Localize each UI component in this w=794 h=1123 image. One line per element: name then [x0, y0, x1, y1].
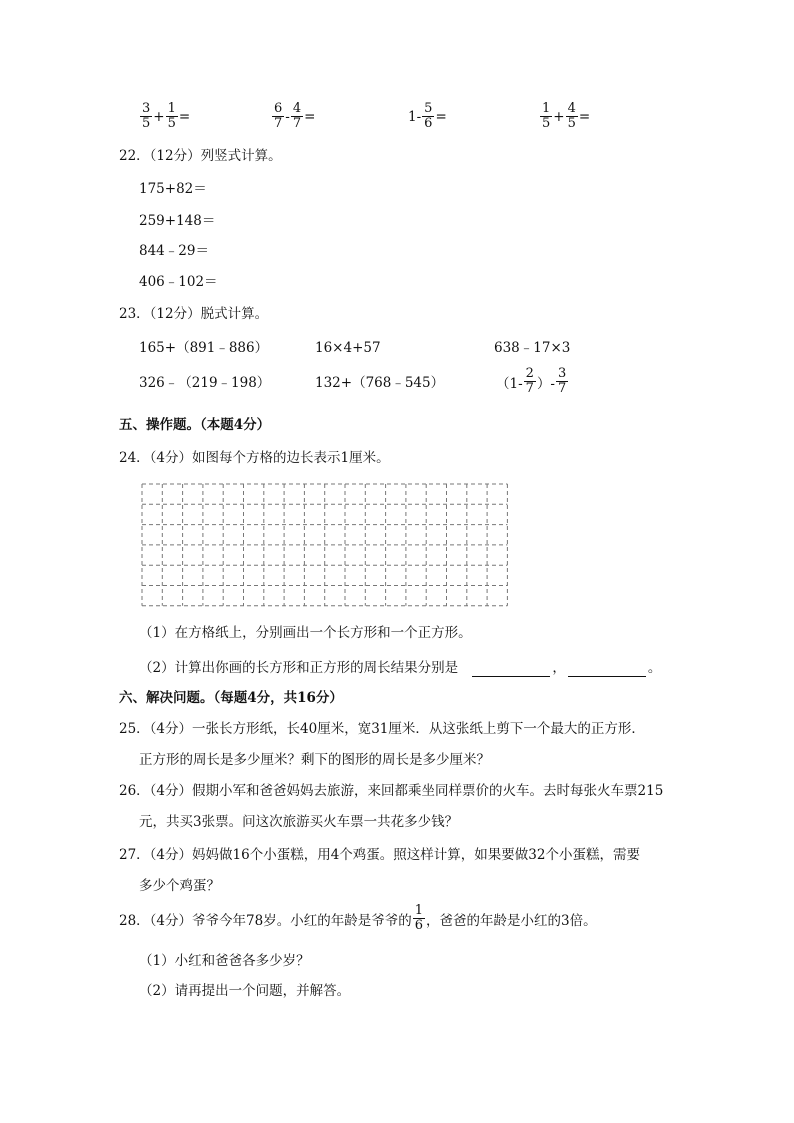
- q24-part-1: （1）在方格纸上，分别画出一个长方形和一个正方形。: [139, 625, 472, 641]
- q23-item-1: 165+（891﹣886）: [139, 340, 269, 356]
- q25-line-1: 25．（4分）一张长方形纸，长40厘米，宽31厘米．从这张纸上剪下一个最大的正方形．: [119, 721, 645, 737]
- q26-line-2: 元，共买3张票。问这次旅游买火车票一共花多少钱？: [139, 814, 459, 830]
- q23-item-3: 638﹣17×3: [494, 340, 571, 356]
- fraction: $\frac{5}{6}$: [424, 101, 433, 131]
- fraction-problem-2: $\frac{6}{7}$ - $\frac{4}{7}$ =: [274, 101, 316, 131]
- q22-item-2: 259+148＝: [139, 213, 216, 229]
- q27-line-2: 多少个鸡蛋？: [139, 878, 220, 894]
- fraction: $\frac{3}{5}$: [142, 101, 151, 131]
- square-grid-paper[interactable]: [141, 483, 511, 608]
- fraction: $\frac{1}{5}$: [542, 101, 551, 131]
- answer-blank-square[interactable]: [568, 662, 646, 677]
- fraction: $\frac{6}{7}$: [274, 101, 283, 131]
- fraction: $\frac{1}{6}$: [414, 903, 423, 933]
- fraction-problem-3: 1- $\frac{5}{6}$ =: [408, 101, 447, 131]
- fraction-problem-4: $\frac{1}{5}$ + $\frac{4}{5}$ =: [542, 101, 591, 131]
- q23-item-4: 326﹣（219﹣198）: [139, 375, 271, 391]
- q23-item-2: 16×4+57: [315, 340, 381, 356]
- fraction: $\frac{1}{5}$: [167, 101, 176, 131]
- answer-blank-rectangle[interactable]: [472, 662, 550, 677]
- q23-item-6: （1- $\frac{2}{7}$ ）- $\frac{3}{7}$: [496, 366, 567, 396]
- q23-title: 23．（12分）脱式计算。: [119, 306, 269, 322]
- q26-line-1: 26．（4分）假期小军和爸爸妈妈去旅游，来回都乘坐同样票价的火车。去时每张火车票215: [119, 783, 664, 799]
- q22-title: 22．（12分）列竖式计算。: [119, 148, 282, 164]
- fraction: $\frac{3}{7}$: [558, 366, 567, 396]
- fraction: $\frac{2}{7}$: [525, 366, 534, 396]
- section-6-heading: 六、解决问题。（每题4分，共16分）: [119, 690, 343, 706]
- q22-item-1: 175+82＝: [139, 181, 207, 197]
- q22-item-3: 844﹣29＝: [139, 243, 209, 259]
- fraction: $\frac{4}{5}$: [567, 101, 576, 131]
- q28-part-2: （2）请再提出一个问题，并解答。: [139, 983, 351, 999]
- q24-title: 24．（4分）如图每个方格的边长表示1厘米。: [119, 450, 390, 466]
- section-5-heading: 五、操作题。（本题4分）: [119, 417, 271, 433]
- q25-line-2: 正方形的周长是多少厘米？剩下的图形的周长是多少厘米？: [139, 752, 490, 768]
- q23-item-5: 132+（768﹣545）: [315, 375, 445, 391]
- q24-part-2: （2）计算出你画的长方形和正方形的周长结果分别是 ， 。: [139, 660, 662, 676]
- q28-line-1: 28．（4分）爷爷今年78岁。小红的年龄是爷爷的 $\frac{1}{6}$ ，爸爸的年龄是小红的3倍。: [119, 903, 597, 933]
- q28-part-1: （1）小红和爸爸各多少岁？: [139, 953, 310, 969]
- q22-item-4: 406﹣102＝: [139, 274, 218, 290]
- fraction-problem-1: $\frac{3}{5}$ + $\frac{1}{5}$ =: [142, 101, 191, 131]
- fraction: $\frac{4}{7}$: [292, 101, 302, 131]
- q27-line-1: 27．（4分）妈妈做16个小蛋糕，用4个鸡蛋。照这样计算，如果要做32个小蛋糕，需要: [119, 847, 640, 863]
